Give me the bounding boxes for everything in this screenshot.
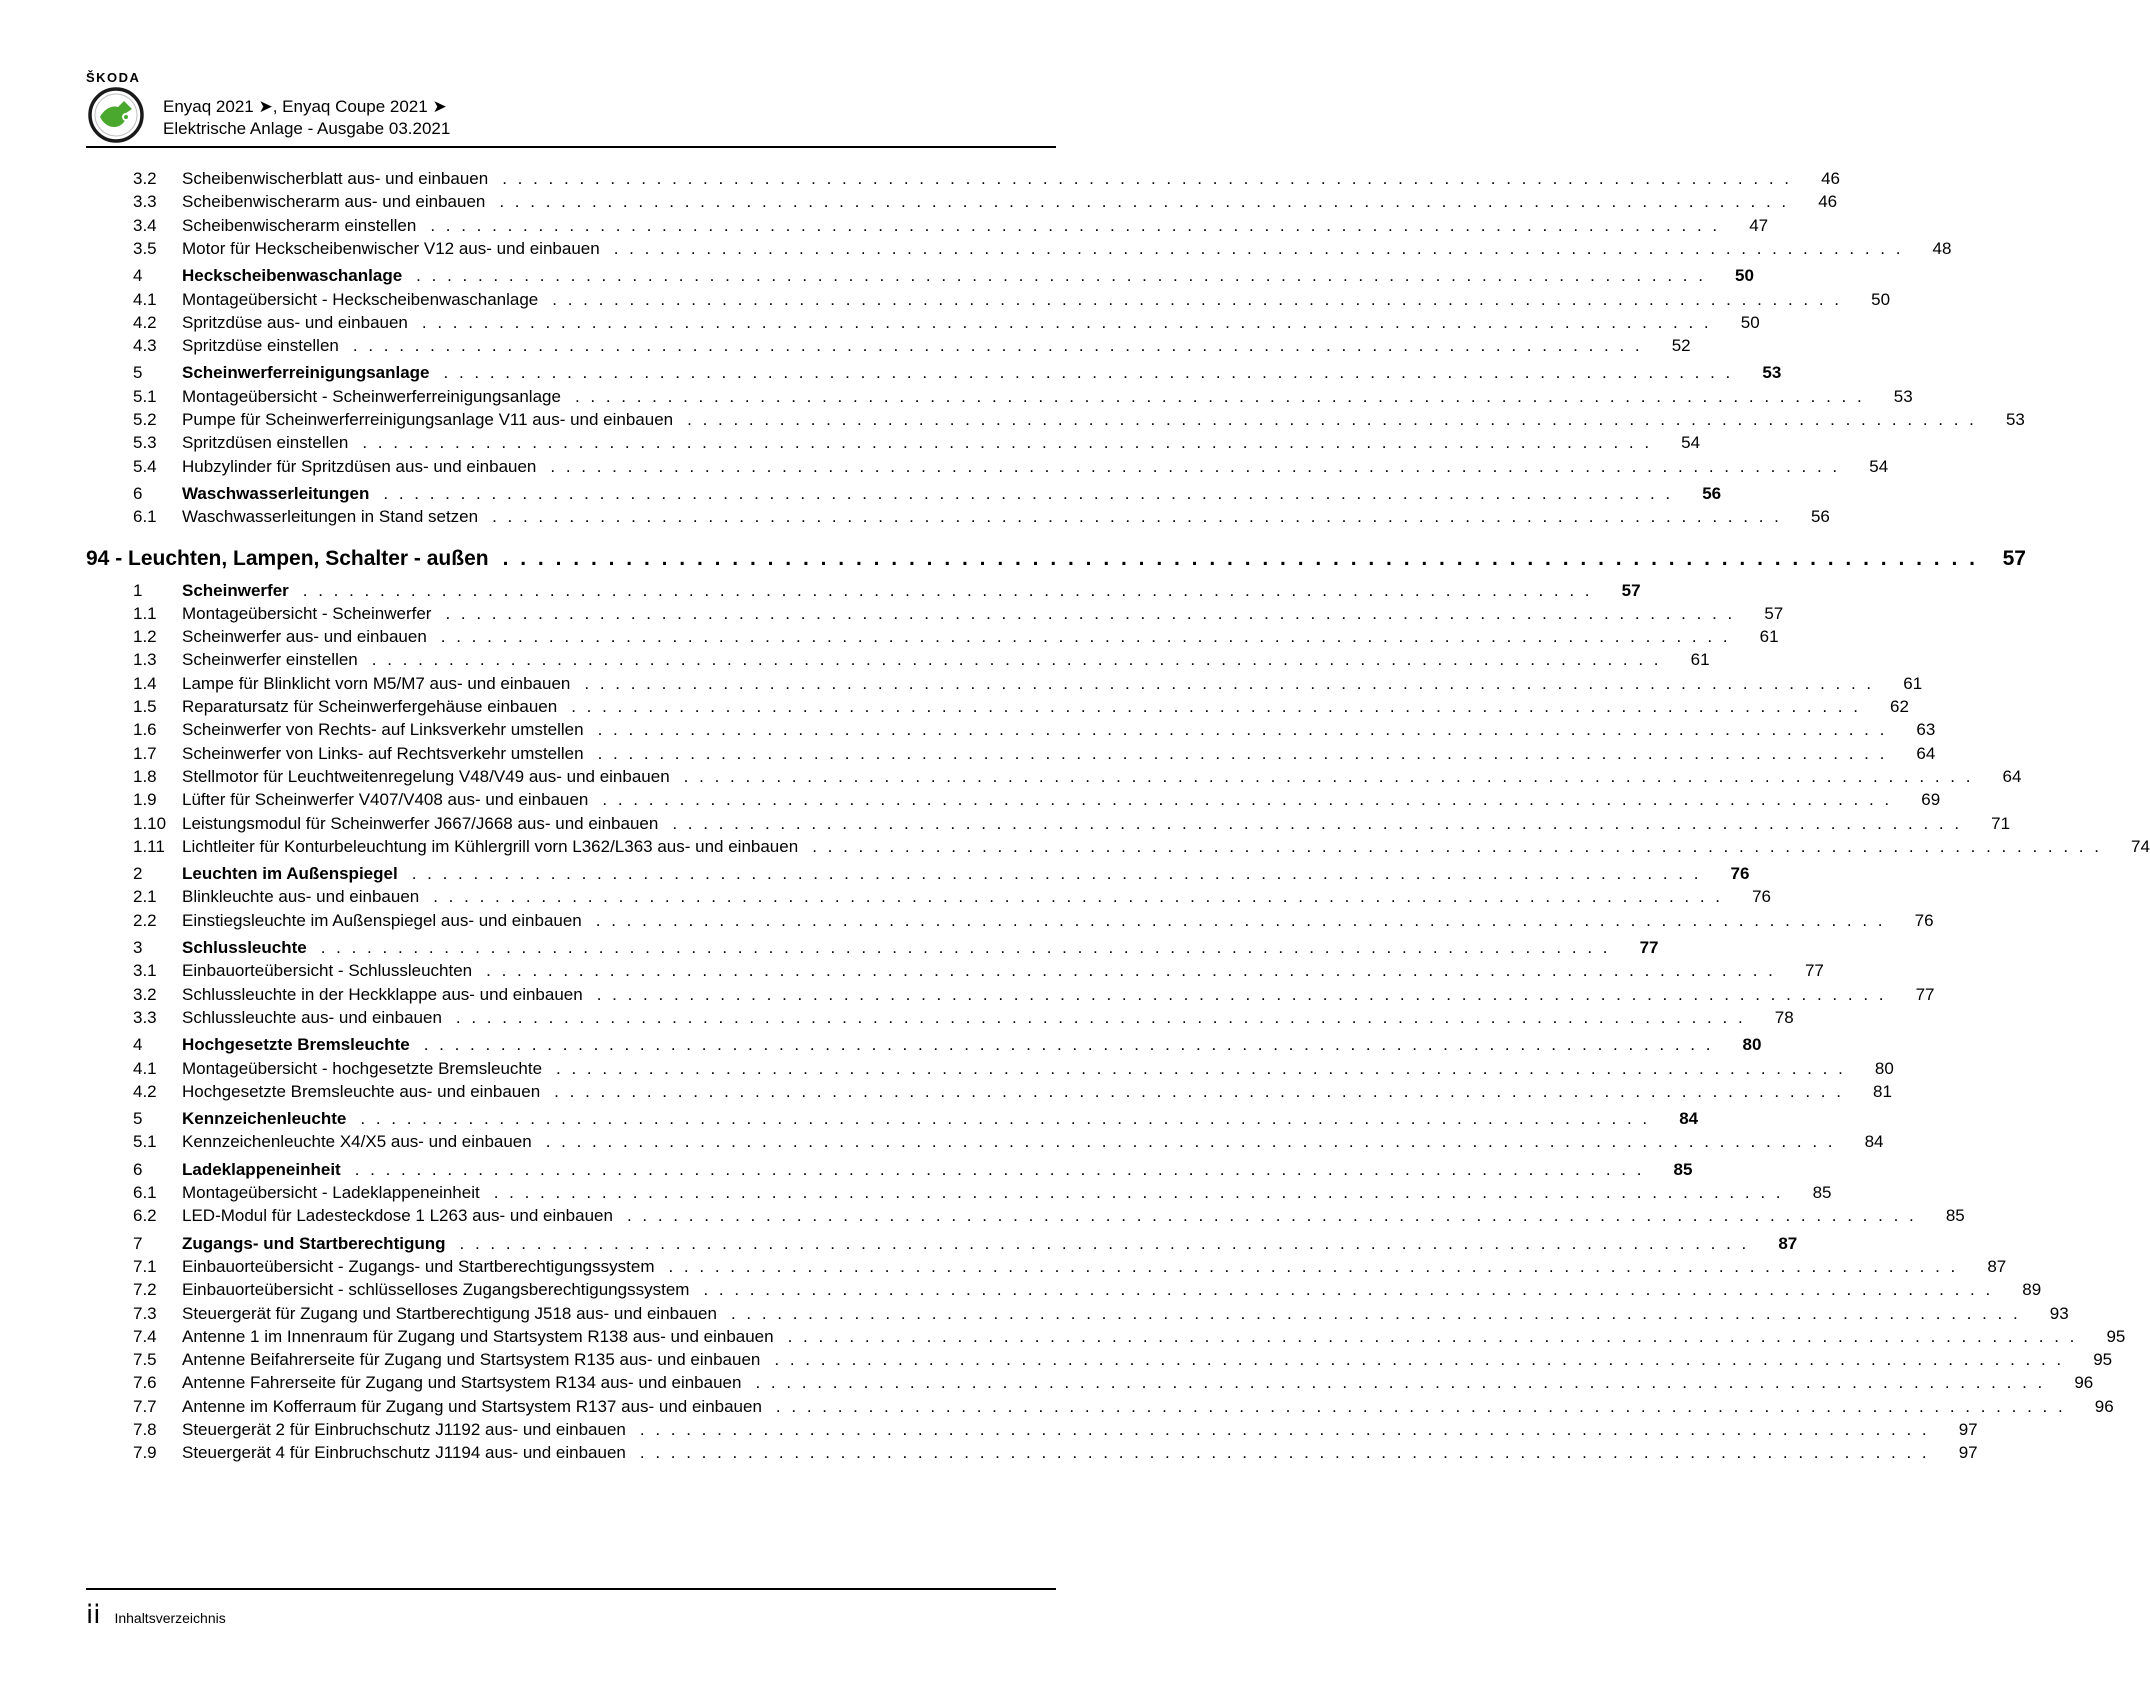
toc-page-number: 56 <box>1702 483 1722 503</box>
toc-title: Kennzeichenleuchte X4/X5 aus- und einbauen <box>182 1132 532 1152</box>
toc-leader-dots: . . . . . . . . . . . . . . . . . . . . . . . . . . . . . . . . . . . . . . . . . . . . . . . . . . . . . . . . . . . . . . . . . . . . . . . . . . . . . . . . . . . . <box>499 192 1790 212</box>
toc-number: 7.9 <box>133 1443 157 1463</box>
toc-leader-dots: . . . . . . . . . . . . . . . . . . . . . . . . . . . . . . . . . . . . . . . . . . . . . . . . . . . . . . . . . . . . . . . . . . . . . . . . . . . . . . . . . . . . <box>574 386 1865 406</box>
toc-page-number: 64 <box>2002 766 2022 786</box>
toc-title: Steuergerät 4 für Einbruchschutz J1194 aus- und einbauen <box>182 1443 626 1463</box>
toc-number: 3 <box>133 938 143 957</box>
toc-page-number: 63 <box>1916 720 1936 740</box>
toc-leader-dots: . . . . . . . . . . . . . . . . . . . . . . . . . . . . . . . . . . . . . . . . . . . . . . . . . . . . . . . . . . . . . . . . . . . . . . . . . . . . . . . . . . . . <box>787 1326 2078 1346</box>
toc-title: Steuergerät für Zugang und Startberechtigung J518 aus- und einbauen <box>182 1303 717 1323</box>
toc-title: Spritzdüse einstellen <box>182 336 339 356</box>
toc-page-number: 53 <box>1893 386 1913 406</box>
toc-page-number: 54 <box>1681 433 1701 453</box>
toc-leader-dots: . . . . . . . . . . . . . . . . . . . . . . . . . . . . . . . . . . . . . . . . . . . . . . . . . . . . . . . . . . . . . . . . . . . . . . . . . . . . . . . . . . . . <box>421 312 1712 332</box>
toc-entry[interactable] <box>86 673 1923 695</box>
toc-entry[interactable] <box>86 1131 1884 1153</box>
toc-leader-dots: . . . . . . . . . . . . . . . . . . . . . . . . . . . . . . . . . . . . . . . . . . . . . . . . . . . . . . . . . . . . . . . . . . . . . . . . . . . . . . . . . . . . <box>596 984 1887 1004</box>
toc-page-number: 52 <box>1671 336 1691 356</box>
toc-leader-dots: . . . . . . . . . . . . . . . . . . . . . . . . . . . . . . . . . . . . . . . . . . . . . . . . . . . . . . . . . . . . . . . . . . . . . . . . . . . . . . . . . . . . <box>584 673 1875 693</box>
toc-page-number: 96 <box>2094 1396 2114 1416</box>
toc-entry[interactable] <box>86 1303 2069 1325</box>
toc-leader-dots: . . . . . . . . . . . . . . . . . . . . . . . . . . . . . . . . . . . . . . . . . . . . . . . . . . . . . . . . . . . . . . . . . . . . . . . . . . . . . . . . . . . . <box>687 410 1977 429</box>
toc-page-number: 97 <box>1958 1420 1978 1439</box>
toc-number: 1 <box>133 580 143 600</box>
toc-entry[interactable] <box>86 984 1935 1006</box>
toc-title: Scheinwerfer <box>182 580 289 600</box>
toc-number: 4.3 <box>133 336 157 356</box>
toc-leader-dots: . . . . . . . . . . . . . . . . . . . . . . . . . . . . . . . . . . . . . . . . . . . . . . . . . . . . . . . . . . . . . . . . . . . . . . . . . . . . . . . . . . . . <box>672 813 1963 833</box>
toc-section[interactable] <box>86 937 1659 959</box>
toc-section[interactable] <box>86 483 1722 505</box>
toc-leader-dots: . . . . . . . . . . . . . . . . . . . . . . . . . . . . . . . . . . . . . . . . . . . . . . . . . . . . . . . . . . . . . . . . . . . . . . . . . . . . . . . . . . . . <box>360 1109 1651 1129</box>
toc-leader-dots: . . . . . . . . . . . . . . . . . . . . . . . . . . . . . . . . . . . . . . . . . . . . . . . . . . . . . . . . . . . . . . . . . . . . . . . . . . . . . . . . . . . . <box>492 507 1782 527</box>
toc-leader-dots: . . . . . . . . . . . . . . . . . . . . . . . . . . . . . . . . . . . . . . . . . . . . . . . . . . . . . . . . . . . . . . . . . . . . . . . . . . . . . . . . . . . . <box>602 790 1893 810</box>
toc-title: Leistungsmodul für Scheinwerfer J667/J668 aus- und einbauen <box>182 813 659 833</box>
toc-page-number: 95 <box>2106 1326 2126 1346</box>
toc-title: Waschwasserleitungen in Stand setzen <box>182 507 479 527</box>
page-header <box>86 70 1056 148</box>
toc-page-number: 85 <box>1812 1183 1832 1202</box>
toc-page-number: 89 <box>2022 1280 2042 1300</box>
toc-number: 2 <box>133 864 143 884</box>
toc-page-number: 76 <box>1752 887 1771 907</box>
toc-title: Scheinwerfer von Links- auf Rechtsverkehr umstellen <box>182 743 584 763</box>
toc-number: 1.8 <box>133 766 157 786</box>
toc-number: 4 <box>133 1035 143 1055</box>
toc-leader-dots: . . . . . . . . . . . . . . . . . . . . . . . . . . . . . . . . . . . . . . . . . . . . . . . . . . . . . . . . . . . . . . . . . . . . . . . . . . . . . . . . . . . . <box>552 289 1843 309</box>
toc-leader-dots: . . . . . . . . . . . . . . . . . . . . . . . . . . . . . . . . . . . . . . . . . . . . . . . . . . . . . . . . . . . . . . . . . . . . . . . . . . . . . . . . . . . . <box>556 1058 1846 1078</box>
toc-entry[interactable] <box>86 789 1941 811</box>
toc-page-number: 81 <box>1873 1081 1892 1101</box>
toc-title: Leuchten im Außenspiegel <box>182 864 398 884</box>
toc-entry[interactable] <box>86 1182 1832 1204</box>
toc-title: Lüfter für Scheinwerfer V407/V408 aus- und einbauen <box>182 790 589 810</box>
toc-title: Antenne im Kofferraum für Zugang und Startsystem R137 aus- und einbauen <box>182 1396 762 1416</box>
toc-leader-dots: . . . . . . . . . . . . . . . . . . . . . . . . . . . . . . . . . . . . . . . . . . . . . . . . . . . . . . . . . . . . . . . . . . . . . . . . . . . . . . . . . . . . <box>626 1206 1917 1226</box>
toc-number: 7.8 <box>133 1420 157 1439</box>
toc-leader-dots: . . . . . . . . . . . . . . . . . . . . . . . . . . . . . . . . . . . . . . . . . . . . . . . . . . . . . . . . . . . . . . . . . . . . . . . . . . . . . . . . . . . . <box>443 363 1734 383</box>
toc-title: Scheibenwischerarm aus- und einbauen <box>182 192 486 212</box>
toc-section[interactable] <box>86 265 1754 287</box>
toc-entry[interactable] <box>86 168 1840 190</box>
toc-leader-dots: . . . . . . . . . . . . . . . . . . . . . . . . . . . . . . . . . . . . . . . . . . . . . . . . . . . . . . . . . . . . . . . . . . . . . . . . . . . . . . . . . . . . <box>433 887 1723 907</box>
toc-entry[interactable] <box>86 456 1889 478</box>
toc-entry[interactable] <box>86 649 1710 671</box>
toc-title: Montageübersicht - hochgesetzte Bremsleuchte <box>182 1058 543 1078</box>
page-footer <box>86 1600 226 1630</box>
toc-number: 1.11 <box>133 836 165 856</box>
toc-leader-dots: . . . . . . . . . . . . . . . . . . . . . . . . . . . . . . . . . . . . . . . . . . . . . . . . . . . . . . . . . . . . . . . . . . . . . . . . . . . . . . . . . . . . <box>440 627 1731 647</box>
toc-page-number: 69 <box>1921 790 1941 810</box>
toc-leader-dots: . . . . . . . . . . . . . . . . . . . . . . . . . . . . . . . . . . . . . . . . . . . . . . . . . . . . . . . . . . . . . . . . . . . . . . . . . . . . . . . . . . . . <box>502 546 1978 570</box>
toc-page-number: 50 <box>1871 289 1891 309</box>
toc-title: Motor für Heckscheibenwischer V12 aus- und einbauen <box>182 238 600 258</box>
toc-number: 6.1 <box>133 507 157 527</box>
toc-leader-dots: . . . . . . . . . . . . . . . . . . . . . . . . . . . . . . . . . . . . . . . . . . . . . . . . . . . . . . . . . . . . . . . . . . . . . . . . . . . . . . . . . . . . <box>455 1007 1746 1027</box>
toc-section[interactable] <box>86 1108 1699 1130</box>
toc-page-number: 96 <box>2074 1373 2094 1393</box>
brand-wordmark: ŠKODA <box>86 70 141 85</box>
toc-entry[interactable] <box>86 1419 1978 1441</box>
toc-leader-dots: . . . . . . . . . . . . . . . . . . . . . . . . . . . . . . . . . . . . . . . . . . . . . . . . . . . . . . . . . . . . . . . . . . . . . . . . . . . . . . . . . . . . <box>595 910 1886 930</box>
toc-page-number: 95 <box>2093 1350 2113 1370</box>
toc-title: Schlussleuchte <box>182 938 307 957</box>
toc-number: 3.4 <box>133 215 157 235</box>
toc-entry[interactable] <box>86 215 1769 237</box>
toc-section[interactable] <box>86 863 1750 885</box>
toc-leader-dots: . . . . . . . . . . . . . . . . . . . . . . . . . . . . . . . . . . . . . . . . . . . . . . . . . . . . . . . . . . . . . . . . . . . . . . . . . . . . . . . . . . . . <box>493 1183 1784 1202</box>
toc-leader-dots: . . . . . . . . . . . . . . . . . . . . . . . . . . . . . . . . . . . . . . . . . . . . . . . . . . . . . . . . . . . . . . . . . . . . . . . . . . . . . . . . . . . . <box>597 743 1888 763</box>
toc-number: 7.5 <box>133 1350 157 1370</box>
toc-page-number: 77 <box>1915 984 1935 1004</box>
toc-leader-dots: . . . . . . . . . . . . . . . . . . . . . . . . . . . . . . . . . . . . . . . . . . . . . . . . . . . . . . . . . . . . . . . . . . . . . . . . . . . . . . . . . . . . <box>812 836 2102 856</box>
toc-title: Spritzdüse aus- und einbauen <box>182 312 408 332</box>
toc-entry[interactable] <box>86 719 1936 741</box>
footer-rule <box>86 1588 1056 1590</box>
toc-page-number: 93 <box>2049 1303 2069 1323</box>
toc-title: LED-Modul für Ladesteckdose 1 L263 aus- und einbauen <box>182 1206 613 1226</box>
toc-leader-dots: . . . . . . . . . . . . . . . . . . . . . . . . . . . . . . . . . . . . . . . . . . . . . . . . . . . . . . . . . . . . . . . . . . . . . . . . . . . . . . . . . . . . <box>502 169 1792 188</box>
toc-number: 1.2 <box>133 627 157 647</box>
toc-leader-dots: . . . . . . . . . . . . . . . . . . . . . . . . . . . . . . . . . . . . . . . . . . . . . . . . . . . . . . . . . . . . . . . . . . . . . . . . . . . . . . . . . . . . <box>545 1132 1836 1152</box>
toc-leader-dots: . . . . . . . . . . . . . . . . . . . . . . . . . . . . . . . . . . . . . . . . . . . . . . . . . . . . . . . . . . . . . . . . . . . . . . . . . . . . . . . . . . . . <box>302 580 1593 600</box>
toc-number: 4.2 <box>133 1081 157 1101</box>
toc-page-number: 64 <box>1916 743 1936 763</box>
toc-number: 4.1 <box>133 289 157 309</box>
toc-leader-dots: . . . . . . . . . . . . . . . . . . . . . . . . . . . . . . . . . . . . . . . . . . . . . . . . . . . . . . . . . . . . . . . . . . . . . . . . . . . . . . . . . . . . <box>755 1373 2046 1393</box>
toc-page-number: 46 <box>1818 192 1838 212</box>
toc-number: 1.3 <box>133 650 157 670</box>
toc-title: Heckscheibenwaschanlage <box>182 266 403 286</box>
toc-page-number: 53 <box>2005 410 2025 429</box>
toc-number: 1.1 <box>133 603 157 623</box>
toc-page-number: 87 <box>1987 1256 2007 1276</box>
footer-label: Inhaltsverzeichnis <box>114 1610 226 1626</box>
toc-leader-dots: . . . . . . . . . . . . . . . . . . . . . . . . . . . . . . . . . . . . . . . . . . . . . . . . . . . . . . . . . . . . . . . . . . . . . . . . . . . . . . . . . . . . <box>550 456 1841 476</box>
toc-title: Hochgesetzte Bremsleuchte aus- und einbauen <box>182 1081 541 1101</box>
toc-number: 6 <box>133 1159 143 1179</box>
toc-number: 5.2 <box>133 410 157 429</box>
toc-leader-dots: . . . . . . . . . . . . . . . . . . . . . . . . . . . . . . . . . . . . . . . . . . . . . . . . . . . . . . . . . . . . . . . . . . . . . . . . . . . . . . . . . . . . <box>486 961 1776 981</box>
toc-number: 7.1 <box>133 1256 157 1276</box>
toc-number: 4.1 <box>133 1058 157 1078</box>
toc-title: Montageübersicht - Ladeklappeneinheit <box>182 1183 480 1202</box>
toc-title: Antenne 1 im Innenraum für Zugang und Startsystem R138 aus- und einbauen <box>182 1326 774 1346</box>
toc-entry[interactable] <box>86 312 1760 334</box>
toc-entry[interactable] <box>86 1081 1892 1103</box>
toc-leader-dots: . . . . . . . . . . . . . . . . . . . . . . . . . . . . . . . . . . . . . . . . . . . . . . . . . . . . . . . . . . . . . . . . . . . . . . . . . . . . . . . . . . . . <box>459 1233 1750 1253</box>
toc-page-number: 85 <box>1945 1206 1965 1226</box>
toc-page-number: 61 <box>1690 650 1710 670</box>
toc-number: 4.2 <box>133 312 157 332</box>
toc-leader-dots: . . . . . . . . . . . . . . . . . . . . . . . . . . . . . . . . . . . . . . . . . . . . . . . . . . . . . . . . . . . . . . . . . . . . . . . . . . . . . . . . . . . . <box>362 433 1653 453</box>
toc-number: 7.3 <box>133 1303 157 1323</box>
toc-entry[interactable] <box>86 603 1784 625</box>
toc-number: 5.1 <box>133 386 157 406</box>
toc-leader-dots: . . . . . . . . . . . . . . . . . . . . . . . . . . . . . . . . . . . . . . . . . . . . . . . . . . . . . . . . . . . . . . . . . . . . . . . . . . . . . . . . . . . . <box>320 938 1611 957</box>
toc-page-number: 97 <box>1958 1443 1978 1463</box>
toc-page-number: 46 <box>1821 169 1840 188</box>
toc-leader-dots: . . . . . . . . . . . . . . . . . . . . . . . . . . . . . . . . . . . . . . . . . . . . . . . . . . . . . . . . . . . . . . . . . . . . . . . . . . . . . . . . . . . . <box>423 1035 1714 1055</box>
toc-page-number: 61 <box>1903 673 1923 693</box>
toc-leader-dots: . . . . . . . . . . . . . . . . . . . . . . . . . . . . . . . . . . . . . . . . . . . . . . . . . . . . . . . . . . . . . . . . . . . . . . . . . . . . . . . . . . . . <box>445 603 1736 623</box>
toc-entry[interactable] <box>86 289 1891 311</box>
toc-leader-dots: . . . . . . . . . . . . . . . . . . . . . . . . . . . . . . . . . . . . . . . . . . . . . . . . . . . . . . . . . . . . . . . . . . . . . . . . . . . . . . . . . . . . <box>774 1350 2065 1370</box>
toc-leader-dots: . . . . . . . . . . . . . . . . . . . . . . . . . . . . . . . . . . . . . . . . . . . . . . . . . . . . . . . . . . . . . . . . . . . . . . . . . . . . . . . . . . . . <box>554 1081 1844 1101</box>
toc-title: Scheinwerfer einstellen <box>182 650 358 670</box>
toc-entry[interactable] <box>86 886 1771 908</box>
toc-entry[interactable] <box>86 1279 2042 1301</box>
toc-page-number: 76 <box>1914 910 1934 930</box>
toc-page-number: 48 <box>1932 238 1952 258</box>
toc-entry[interactable] <box>86 743 1936 765</box>
toc-page-number: 71 <box>1991 813 2011 833</box>
toc-entry[interactable] <box>86 1058 1894 1080</box>
toc-number: 1.7 <box>133 743 157 763</box>
document-title-line2: Elektrische Anlage - Ausgabe 03.2021 <box>163 119 451 138</box>
toc-page-number: 62 <box>1890 697 1909 716</box>
toc-page-number: 80 <box>1874 1058 1894 1078</box>
header-rule <box>86 146 1056 148</box>
toc-title: Zugangs- und Startberechtigung <box>182 1233 446 1253</box>
toc-number: 1.10 <box>133 813 167 833</box>
toc-page-number: 57 <box>1764 603 1784 623</box>
toc-entry[interactable] <box>86 696 1909 718</box>
toc-number: 7.7 <box>133 1396 157 1416</box>
toc-leader-dots: . . . . . . . . . . . . . . . . . . . . . . . . . . . . . . . . . . . . . . . . . . . . . . . . . . . . . . . . . . . . . . . . . . . . . . . . . . . . . . . . . . . . <box>411 864 1702 884</box>
toc-title: Montageübersicht - Scheinwerfer <box>182 603 432 623</box>
toc-title: 94 - Leuchten, Lampen, Schalter - außen <box>86 546 489 570</box>
toc-page-number: 84 <box>1864 1132 1884 1152</box>
toc-leader-dots: . . . . . . . . . . . . . . . . . . . . . . . . . . . . . . . . . . . . . . . . . . . . . . . . . . . . . . . . . . . . . . . . . . . . . . . . . . . . . . . . . . . . <box>430 215 1721 235</box>
toc-entry[interactable] <box>86 1256 2007 1278</box>
toc-section[interactable] <box>86 1034 1762 1056</box>
toc-page-number: 80 <box>1742 1035 1762 1055</box>
toc-title: Lampe für Blinklicht vorn M5/M7 aus- und einbauen <box>182 673 571 693</box>
toc-leader-dots: . . . . . . . . . . . . . . . . . . . . . . . . . . . . . . . . . . . . . . . . . . . . . . . . . . . . . . . . . . . . . . . . . . . . . . . . . . . . . . . . . . . . <box>571 697 1861 716</box>
toc-number: 2.2 <box>133 910 157 930</box>
toc-number: 1.6 <box>133 720 157 740</box>
toc-number: 6 <box>133 483 143 503</box>
toc-entry[interactable] <box>86 335 1691 357</box>
toc-number: 3.3 <box>133 192 157 212</box>
document-title <box>163 96 450 140</box>
document-title-line1: Enyaq 2021 ➤, Enyaq Coupe 2021 ➤ <box>163 97 447 116</box>
toc-leader-dots: . . . . . . . . . . . . . . . . . . . . . . . . . . . . . . . . . . . . . . . . . . . . . . . . . . . . . . . . . . . . . . . . . . . . . . . . . . . . . . . . . . . . <box>639 1443 1930 1463</box>
toc-number: 7 <box>133 1233 143 1253</box>
toc-number: 7.4 <box>133 1326 157 1346</box>
toc-leader-dots: . . . . . . . . . . . . . . . . . . . . . . . . . . . . . . . . . . . . . . . . . . . . . . . . . . . . . . . . . . . . . . . . . . . . . . . . . . . . . . . . . . . . <box>383 483 1674 503</box>
toc-page-number: 77 <box>1804 961 1824 981</box>
toc-title: Montageübersicht - Scheinwerferreinigungsanlage <box>182 386 561 406</box>
toc-title: Einstiegsleuchte im Außenspiegel aus- und einbauen <box>182 910 582 930</box>
toc-title: Scheibenwischerblatt aus- und einbauen <box>182 169 489 188</box>
toc-entry[interactable] <box>86 1349 2113 1371</box>
toc-chapter[interactable] <box>86 546 2026 572</box>
toc-title: Scheinwerfer von Rechts- auf Linksverkehr umstellen <box>182 720 584 740</box>
toc-leader-dots: . . . . . . . . . . . . . . . . . . . . . . . . . . . . . . . . . . . . . . . . . . . . . . . . . . . . . . . . . . . . . . . . . . . . . . . . . . . . . . . . . . . . <box>703 1280 1994 1300</box>
skoda-logo-icon <box>88 87 144 143</box>
toc-entry[interactable] <box>86 813 2011 835</box>
toc-entry[interactable] <box>86 836 2150 858</box>
toc-leader-dots: . . . . . . . . . . . . . . . . . . . . . . . . . . . . . . . . . . . . . . . . . . . . . . . . . . . . . . . . . . . . . . . . . . . . . . . . . . . . . . . . . . . . <box>352 336 1643 356</box>
toc-page-number: 84 <box>1679 1109 1699 1129</box>
toc-page-number: 56 <box>1810 507 1830 527</box>
toc-entry[interactable] <box>86 626 1779 648</box>
toc-entry[interactable] <box>86 432 1701 454</box>
toc-section[interactable] <box>86 580 1641 602</box>
toc-page-number: 57 <box>1621 580 1641 600</box>
toc-number: 7.2 <box>133 1280 157 1300</box>
toc-entry[interactable] <box>86 910 1934 932</box>
toc-leader-dots: . . . . . . . . . . . . . . . . . . . . . . . . . . . . . . . . . . . . . . . . . . . . . . . . . . . . . . . . . . . . . . . . . . . . . . . . . . . . . . . . . . . . <box>730 1303 2021 1323</box>
toc-page-number: 87 <box>1778 1233 1798 1253</box>
toc-number: 5.1 <box>133 1132 157 1152</box>
toc-entry[interactable] <box>86 191 1838 213</box>
toc-title: Steuergerät 2 für Einbruchschutz J1192 aus- und einbauen <box>182 1420 626 1439</box>
toc-title: Antenne Fahrerseite für Zugang und Startsystem R134 aus- und einbauen <box>182 1373 742 1393</box>
toc-section[interactable] <box>86 1159 1693 1181</box>
toc-leader-dots: . . . . . . . . . . . . . . . . . . . . . . . . . . . . . . . . . . . . . . . . . . . . . . . . . . . . . . . . . . . . . . . . . . . . . . . . . . . . . . . . . . . . <box>668 1256 1959 1276</box>
toc-section[interactable] <box>86 1233 1798 1255</box>
toc-number: 3.3 <box>133 1007 157 1027</box>
toc-title: Stellmotor für Leuchtweitenregelung V48/V49 aus- und einbauen <box>182 766 670 786</box>
toc-title: Montageübersicht - Heckscheibenwaschanlage <box>182 289 539 309</box>
toc-number: 3.1 <box>133 961 157 981</box>
toc-entry[interactable] <box>86 766 2022 788</box>
toc-entry[interactable] <box>86 506 1830 528</box>
toc-page-number: 61 <box>1759 627 1779 647</box>
toc-title: Einbauorteübersicht - Zugangs- und Startberechtigungssystem <box>182 1256 655 1276</box>
toc-entry[interactable] <box>86 1396 2114 1418</box>
footer-page-number: ii <box>86 1600 101 1630</box>
toc-number: 1.4 <box>133 673 157 693</box>
toc-entry[interactable] <box>86 1442 1978 1464</box>
toc-title: Ladeklappeneinheit <box>182 1159 341 1179</box>
toc-page-number: 76 <box>1730 864 1750 884</box>
toc-page-number: 77 <box>1639 938 1659 957</box>
toc-title: Spritzdüsen einstellen <box>182 433 349 453</box>
toc-number: 3.2 <box>133 169 157 188</box>
toc-number: 6.1 <box>133 1183 157 1202</box>
toc-page-number: 57 <box>2002 546 2026 570</box>
toc-entry[interactable] <box>86 1205 1965 1227</box>
toc-entry[interactable] <box>86 960 1824 982</box>
toc-leader-dots: . . . . . . . . . . . . . . . . . . . . . . . . . . . . . . . . . . . . . . . . . . . . . . . . . . . . . . . . . . . . . . . . . . . . . . . . . . . . . . . . . . . . <box>597 720 1888 740</box>
toc-number: 5.3 <box>133 433 157 453</box>
toc-entry[interactable] <box>86 1326 2126 1348</box>
toc-title: Einbauorteübersicht - Schlussleuchten <box>182 961 473 981</box>
toc-title: Reparatursatz für Scheinwerfergehäuse einbauen <box>182 697 558 716</box>
toc-entry[interactable] <box>86 238 1952 260</box>
toc-section[interactable] <box>86 362 1782 384</box>
toc-leader-dots: . . . . . . . . . . . . . . . . . . . . . . . . . . . . . . . . . . . . . . . . . . . . . . . . . . . . . . . . . . . . . . . . . . . . . . . . . . . . . . . . . . . . <box>775 1396 2066 1416</box>
toc-leader-dots: . . . . . . . . . . . . . . . . . . . . . . . . . . . . . . . . . . . . . . . . . . . . . . . . . . . . . . . . . . . . . . . . . . . . . . . . . . . . . . . . . . . . <box>613 238 1904 258</box>
toc-title: Schlussleuchte in der Heckklappe aus- und einbauen <box>182 984 583 1004</box>
toc-number: 7.6 <box>133 1373 157 1393</box>
toc-title: Lichtleiter für Konturbeleuchtung im Kühlergrill vorn L362/L363 aus- und einbauen <box>182 836 799 856</box>
toc-entry[interactable] <box>86 386 1913 408</box>
toc-title: Scheinwerfer aus- und einbauen <box>182 627 427 647</box>
toc-title: Pumpe für Scheinwerferreinigungsanlage V11 aus- und einbauen <box>182 410 674 429</box>
toc-page-number: 54 <box>1869 456 1889 476</box>
toc-page-number: 53 <box>1762 363 1782 383</box>
toc-number: 4 <box>133 266 143 286</box>
toc-entry[interactable] <box>86 409 2025 431</box>
toc-title: Scheibenwischerarm einstellen <box>182 215 417 235</box>
toc-title: Scheinwerferreinigungsanlage <box>182 363 430 383</box>
toc-number: 3.5 <box>133 238 157 258</box>
toc-page-number: 85 <box>1673 1159 1693 1179</box>
toc-title: Schlussleuchte aus- und einbauen <box>182 1007 442 1027</box>
toc-title: Hubzylinder für Spritzdüsen aus- und einbauen <box>182 456 537 476</box>
toc-page-number: 50 <box>1740 312 1760 332</box>
toc-title: Einbauorteübersicht - schlüsselloses Zugangsberechtigungssystem <box>182 1280 690 1300</box>
toc-title: Hochgesetzte Bremsleuchte <box>182 1035 410 1055</box>
toc-leader-dots: . . . . . . . . . . . . . . . . . . . . . . . . . . . . . . . . . . . . . . . . . . . . . . . . . . . . . . . . . . . . . . . . . . . . . . . . . . . . . . . . . . . . <box>354 1159 1645 1179</box>
toc-page-number: 74 <box>2131 836 2150 856</box>
toc-number: 1.9 <box>133 790 157 810</box>
toc-number: 3.2 <box>133 984 157 1004</box>
toc-number: 1.5 <box>133 697 157 716</box>
toc-number: 6.2 <box>133 1206 157 1226</box>
toc-title: Blinkleuchte aus- und einbauen <box>182 887 420 907</box>
toc-entry[interactable] <box>86 1007 1794 1029</box>
toc-leader-dots: . . . . . . . . . . . . . . . . . . . . . . . . . . . . . . . . . . . . . . . . . . . . . . . . . . . . . . . . . . . . . . . . . . . . . . . . . . . . . . . . . . . . <box>639 1420 1930 1439</box>
toc-title: Kennzeichenleuchte <box>182 1109 347 1129</box>
toc-page-number: 78 <box>1774 1007 1794 1027</box>
toc-page-number: 50 <box>1735 266 1754 286</box>
toc-number: 5 <box>133 363 143 383</box>
toc-number: 5 <box>133 1109 143 1129</box>
toc-number: 5.4 <box>133 456 157 476</box>
toc-title: Antenne Beifahrerseite für Zugang und Startsystem R135 aus- und einbauen <box>182 1350 761 1370</box>
toc-entry[interactable] <box>86 1372 2094 1394</box>
toc-number: 2.1 <box>133 887 157 907</box>
toc-leader-dots: . . . . . . . . . . . . . . . . . . . . . . . . . . . . . . . . . . . . . . . . . . . . . . . . . . . . . . . . . . . . . . . . . . . . . . . . . . . . . . . . . . . . <box>416 266 1706 286</box>
toc-title: Waschwasserleitungen <box>182 483 370 503</box>
toc-page-number: 47 <box>1749 215 1769 235</box>
toc-leader-dots: . . . . . . . . . . . . . . . . . . . . . . . . . . . . . . . . . . . . . . . . . . . . . . . . . . . . . . . . . . . . . . . . . . . . . . . . . . . . . . . . . . . . <box>371 650 1662 670</box>
toc-leader-dots: . . . . . . . . . . . . . . . . . . . . . . . . . . . . . . . . . . . . . . . . . . . . . . . . . . . . . . . . . . . . . . . . . . . . . . . . . . . . . . . . . . . . <box>683 766 1974 786</box>
